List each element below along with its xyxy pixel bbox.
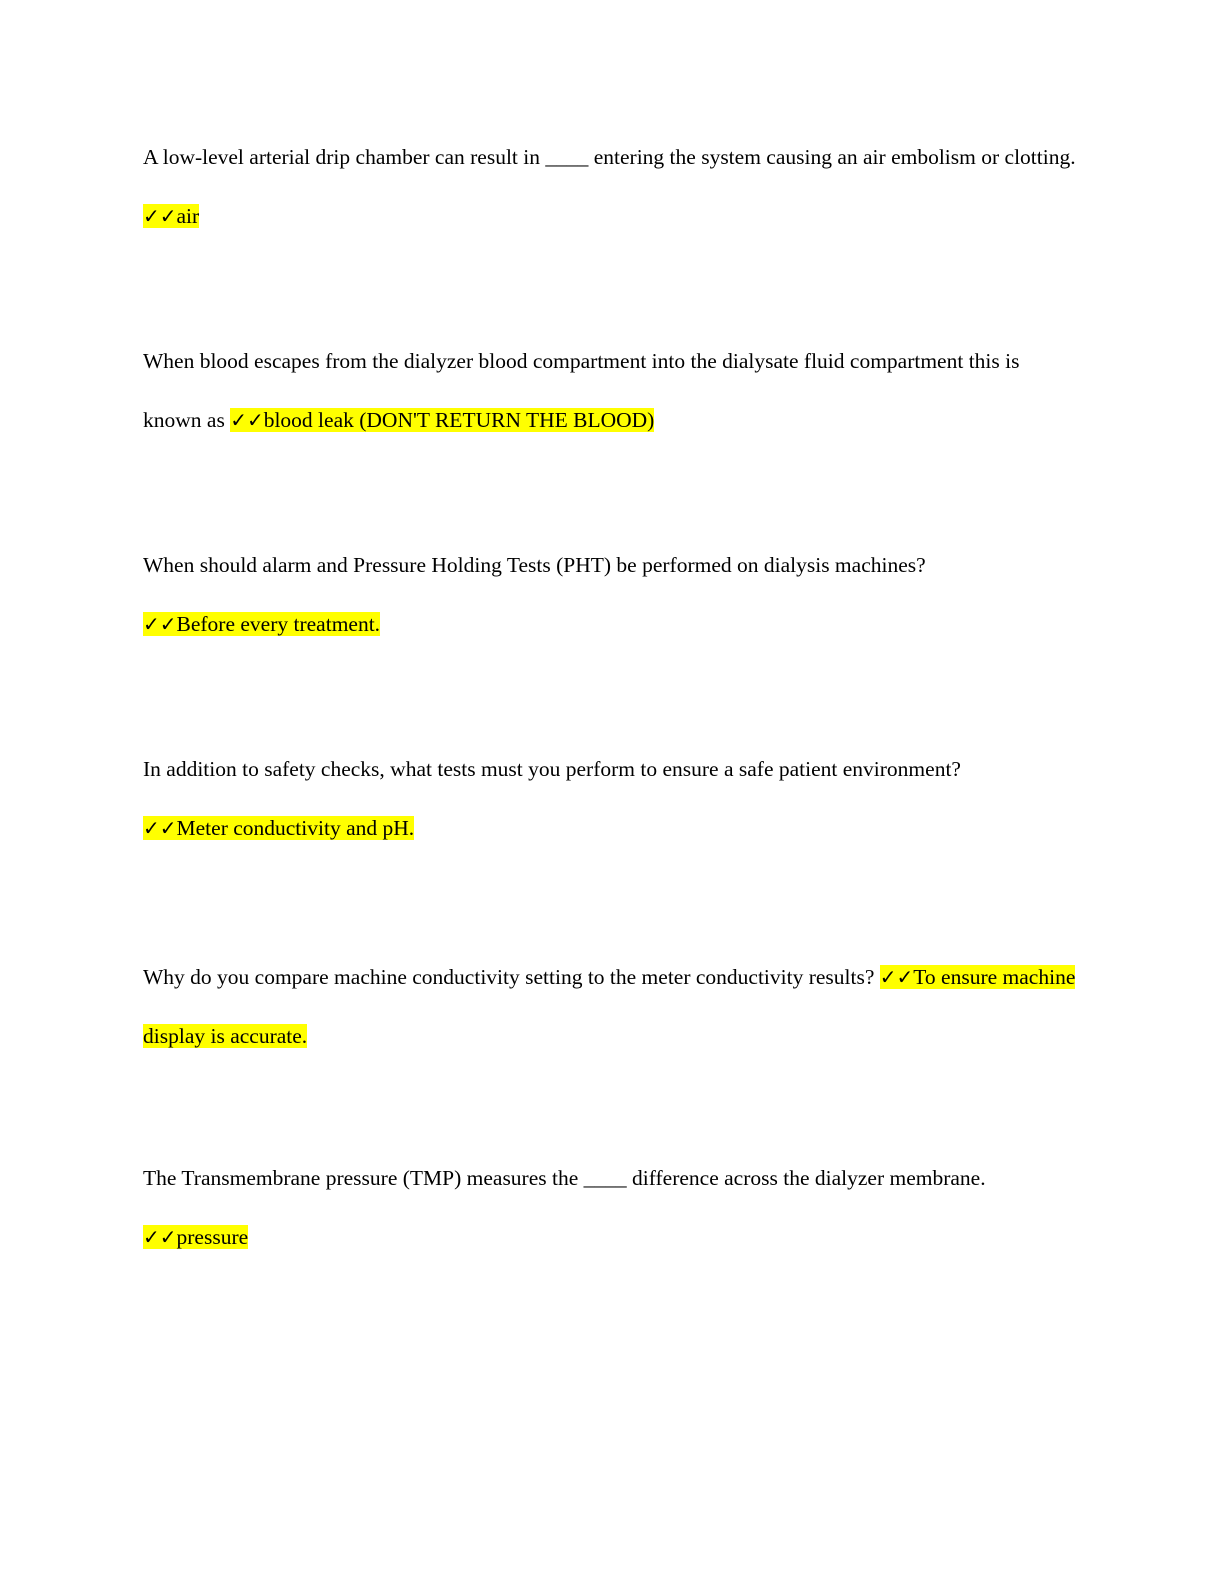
double-check-icon: ✓✓ — [143, 203, 177, 228]
question-text: The Transmembrane pressure (TMP) measures the ____ difference across the dialyzer membrane. — [143, 1166, 986, 1190]
double-check-icon: ✓✓ — [143, 815, 177, 840]
answer-highlight — [143, 204, 199, 228]
answer-text: pressure — [176, 1224, 249, 1249]
question-text: When should alarm and Pressure Holding Tests (PHT) be performed on dialysis machines? — [143, 553, 926, 577]
answer-text: Before every treatment. — [176, 611, 381, 636]
qa-item — [143, 1149, 1083, 1266]
double-check-icon: ✓✓ — [143, 1224, 177, 1249]
double-check-icon: ✓✓ — [879, 965, 914, 989]
question-text: When blood escapes from the dialyzer blood compartment into the dialysate fluid compartment this is known as — [143, 349, 1020, 432]
qa-item — [143, 128, 1083, 245]
qa-item — [143, 740, 1083, 857]
answer-text: air — [176, 203, 200, 228]
answer-highlight — [143, 816, 414, 840]
answer-text: Meter conductivity and pH. — [176, 815, 415, 840]
question-text: Why do you compare machine conductivity setting to the meter conductivity results? — [143, 965, 880, 989]
double-check-icon: ✓✓ — [143, 611, 177, 636]
answer-highlight — [143, 1225, 248, 1249]
qa-item — [143, 536, 1083, 653]
answer-text: blood leak (DON'T RETURN THE BLOOD) — [263, 407, 655, 432]
question-text: A low-level arterial drip chamber can result in ____ entering the system causing an air embolism or clotting. — [143, 145, 1076, 169]
double-check-icon: ✓✓ — [230, 407, 264, 432]
question-text: In addition to safety checks, what tests must you perform to ensure a safe patient environment? — [143, 757, 961, 781]
answer-highlight — [143, 612, 380, 636]
answer-highlight — [230, 408, 654, 432]
answer-text: To ensure machine display is accurate. — [143, 965, 1076, 1048]
qa-item — [143, 332, 1083, 449]
qa-item — [143, 948, 1083, 1065]
